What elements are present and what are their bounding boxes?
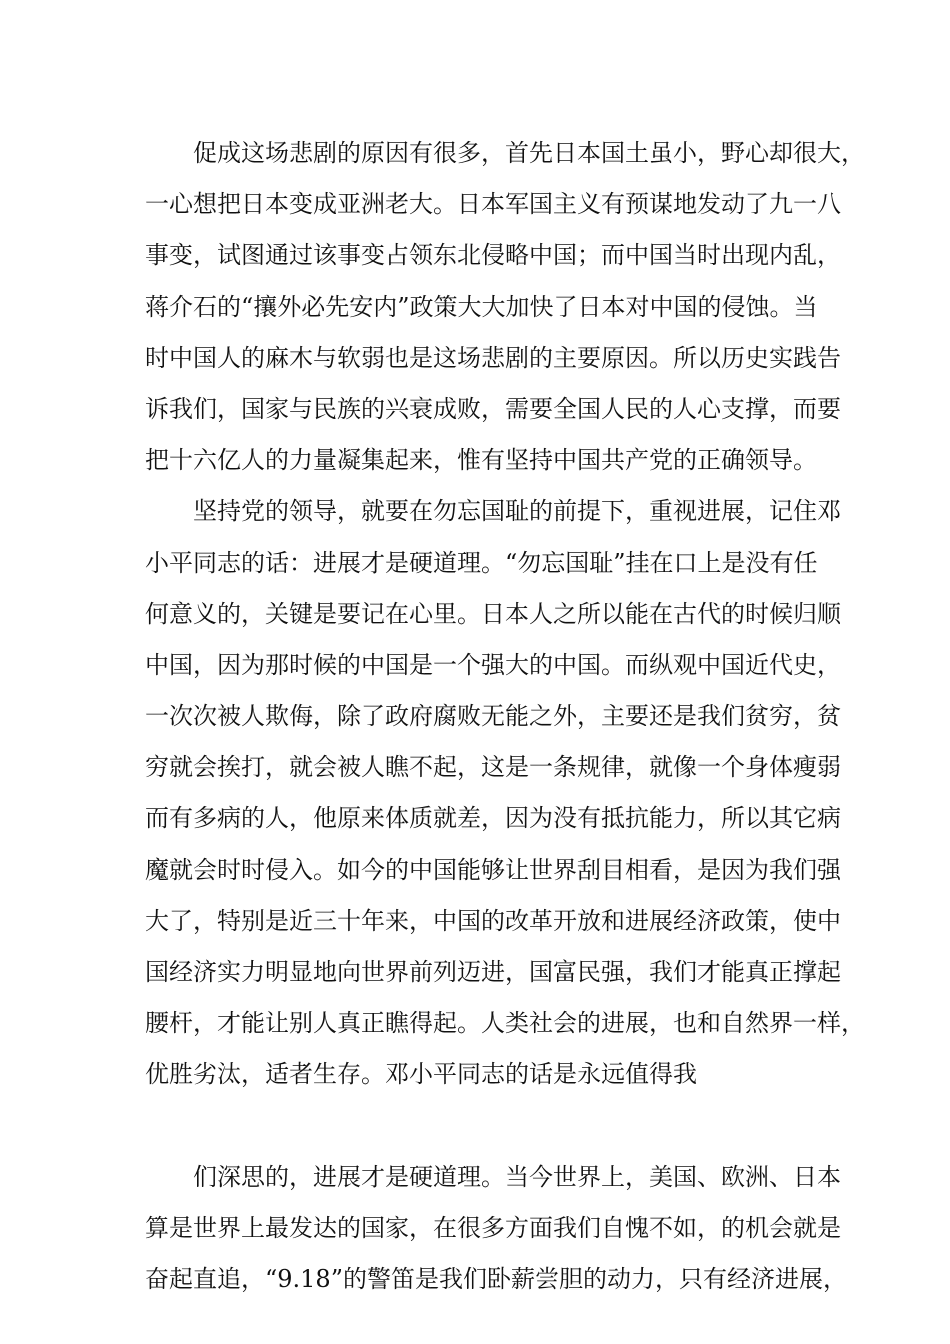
- text-line: 时中国人的麻木与软弱也是这场悲剧的主要原因。所以历史实践告: [145, 343, 841, 372]
- body-text: [145, 128, 865, 1305]
- text-line: 中国，因为那时候的中国是一个强大的中国。而纵观中国近代史，: [145, 650, 841, 679]
- text-line: 促成这场悲剧的原因有很多，首先日本国土虽小，野心却很大，: [193, 139, 865, 167]
- paragraph-1: [145, 128, 865, 486]
- text-line: 小平同志的话：进展才是硬道理。“勿忘国耻”挂在口上是没有任: [145, 548, 818, 577]
- text-line: 优胜劣汰，适者生存。邓小平同志的话是永远值得我: [145, 1060, 697, 1089]
- text-line: 算是世界上最发达的国家，在很多方面我们自愧不如，的机会就是: [145, 1213, 841, 1242]
- paragraph-3: [145, 1152, 847, 1306]
- text-line: 国经济实力明显地向世界前列迈进，国富民强，我们才能真正撑起: [145, 958, 841, 986]
- text-line: 们深思的，进展才是硬道理。当今世界上，美国、欧洲、日本: [193, 1162, 841, 1191]
- paragraph-2: [145, 486, 865, 1151]
- text-line: 坚持党的领导，就要在勿忘国耻的前提下，重视进展，记住邓: [193, 497, 841, 526]
- text-line: 一次次被人欺侮，除了政府腐败无能之外，主要还是我们贫穷，贫: [145, 702, 841, 731]
- text-line: 事变，试图通过该事变占领东北侵略中国；而中国当时出现内乱，: [145, 241, 841, 270]
- text-line: 魔就会时时侵入。如今的中国能够让世界刮目相看，是因为我们强: [145, 855, 841, 884]
- text-line: 一心想把日本变成亚洲老大。日本军国主义有预谋地发动了九一八: [145, 190, 841, 219]
- text-line: 诉我们，国家与民族的兴衰成败，需要全国人民的人心支撑，而要: [145, 394, 841, 423]
- text-line: 何意义的，关键是要记在心里。日本人之所以能在古代的时候归顺: [145, 599, 841, 628]
- text-line: [145, 1101, 825, 1152]
- text-line: 奋起直追，“9.18”的警笛是我们卧薪尝胆的动力，只有经济进展，: [145, 1265, 847, 1294]
- text-line: 蒋介石的“攘外必先安内”政策大大加快了日本对中国的侵蚀。当: [145, 292, 818, 321]
- text-line: 穷就会挨打，就会被人瞧不起，这是一条规律，就像一个身体瘦弱: [145, 753, 841, 782]
- text-line: 把十六亿人的力量凝集起来，惟有坚持中国共产党的正确领导。: [145, 446, 817, 475]
- text-line: 大了，特别是近三十年来，中国的改革开放和进展经济政策，使中: [145, 906, 841, 935]
- text-line: 腰杆，才能让别人真正瞧得起。人类社会的进展，也和自然界一样，: [145, 1009, 865, 1038]
- text-line: 而有多病的人，他原来体质就差，因为没有抵抗能力，所以其它病: [145, 804, 841, 833]
